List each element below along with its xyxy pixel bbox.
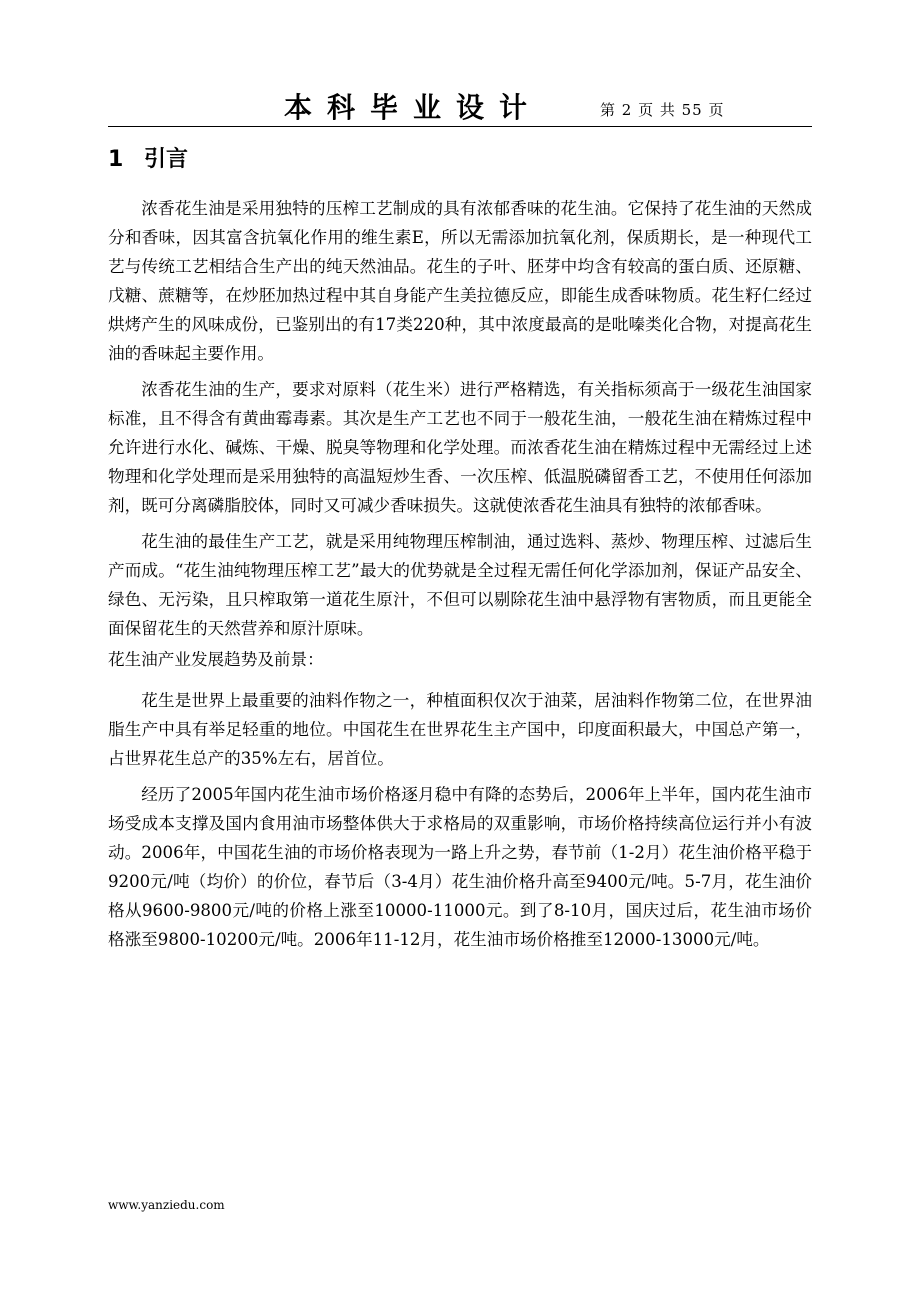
footer-url: www.yanziedu.com bbox=[108, 1198, 225, 1212]
document-body bbox=[108, 194, 812, 954]
paragraph: 花生油的最佳生产工艺，就是采用纯物理压榨制油，通过选料、蒸炒、物理压榨、过滤后生产而成。“花生油纯物理压榨工艺”最大的优势就是全过程无需任何化学添加剂，保证产品安全、绿色、无污染，且只榨取第一道花生原汁，不但可以剔除花生油中悬浮物有害物质，而且更能全面保留花生的天然营养和原汁原味。 bbox=[108, 532, 812, 638]
page-number-info: 第 2 页 共 55 页 bbox=[600, 101, 725, 119]
page-header bbox=[108, 84, 812, 127]
subheading: 花生油产业发展趋势及前景： bbox=[108, 650, 324, 669]
section-heading bbox=[108, 142, 188, 173]
paragraph: 浓香花生油的生产，要求对原料（花生米）进行严格精选，有关指标须高于一级花生油国家标准，且不得含有黄曲霉毒素。其次是生产工艺也不同于一般花生油，一般花生油在精炼过程中允许进行水化、碱炼、干燥、脱臭等物理和化学处理。而浓香花生油在精炼过程中无需经过上述物理和化学处理而是采用独特的高温短炒生香、一次压榨、低温脱磷留香工艺，不使用任何添加剂，既可分离磷脂胶体，同时又可减少香味损失。这就使浓香花生油具有独特的浓郁香味。 bbox=[108, 380, 812, 515]
paragraph: 花生是世界上最重要的油料作物之一，种植面积仅次于油菜，居油料作物第二位，在世界油脂生产中具有举足轻重的地位。中国花生在世界花生主产国中，印度面积最大，中国总产第一，占世界花生总产的35%左右，居首位。 bbox=[108, 691, 812, 768]
paragraph: 经历了2005年国内花生油市场价格逐月稳中有降的态势后，2006年上半年，国内花生油市场受成本支撑及国内食用油市场整体供大于求格局的双重影响，市场价格持续高位运行并小有波动。2006年，中国花生油的市场价格表现为一路上升之势，春节前（1-2月）花生油价格平稳于9200元/吨（均价）的价位，春节后（3-4月）花生油价格升高至9400元/吨。5-7月，花生油价格从9600-9800元/吨的价格上涨至10000-11000元。到了8-10月，国庆过后，花生油市场价格涨至9800-10200元/吨。2006年11-12月，花生油市场价格推至12000-13000元/吨。 bbox=[108, 785, 812, 949]
header-title: 本科毕业设计 bbox=[284, 91, 543, 124]
section-number: 1 bbox=[108, 147, 124, 172]
section-title: 引言 bbox=[144, 147, 189, 172]
paragraph: 浓香花生油是采用独特的压榨工艺制成的具有浓郁香味的花生油。它保持了花生油的天然成分和香味，因其富含抗氧化作用的维生素E，所以无需添加抗氧化剂，保质期长，是一种现代工艺与传统工艺相结合生产出的纯天然油品。花生的子叶、胚芽中均含有较高的蛋白质、还原糖、戊糖、蔗糖等，在炒胚加热过程中其自身能产生美拉德反应，即能生成香味物质。花生籽仁经过烘烤产生的风味成份，已鉴别出的有17类220种，其中浓度最高的是吡嗪类化合物，对提高花生油的香味起主要作用。 bbox=[108, 199, 812, 363]
